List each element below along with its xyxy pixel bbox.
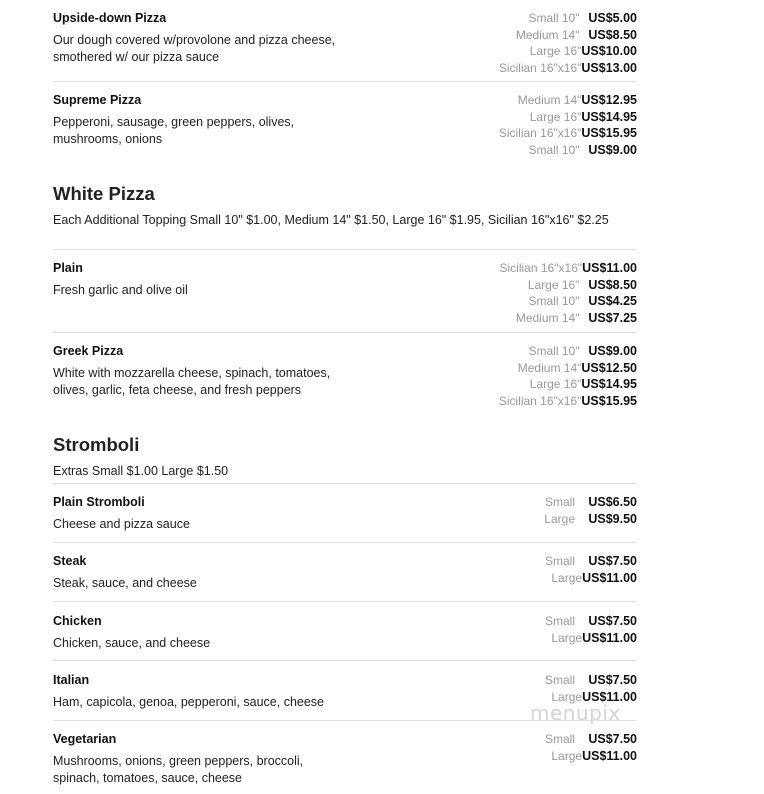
size-label: Large [544, 511, 575, 526]
size-label: Medium 14" [515, 27, 580, 42]
item-description: Pepperoni, sausage, green peppers, olives, mushrooms, onions [53, 115, 295, 146]
price-row [500, 293, 638, 310]
section-note: Extras Small $1.00 Large $1.50 [53, 464, 229, 478]
size-label: Small [544, 495, 575, 509]
menu-item [53, 543, 637, 602]
price-row [545, 748, 637, 765]
price-value: US$4.25 [588, 294, 637, 309]
menu-item [53, 484, 637, 543]
price-row [545, 613, 637, 630]
price-row [499, 60, 637, 77]
item-description: Ham, capicola, genoa, pepperoni, sauce, cheese [53, 695, 325, 709]
size-label: Large 16" [529, 109, 582, 124]
price-list [545, 613, 637, 646]
section-title-white-pizza: White Pizza [53, 183, 155, 204]
item-name: Italian [53, 673, 90, 687]
watermark-logo: menupix [530, 701, 621, 725]
price-value: US$13.00 [581, 61, 637, 76]
item-name: Greek Pizza [53, 344, 124, 358]
price-row [545, 630, 637, 647]
size-label: Sicilian 16"x16" [498, 394, 582, 409]
item-description: Steak, sauce, and cheese [53, 576, 197, 590]
price-row [500, 277, 638, 294]
item-description: White with mozzarella cheese, spinach, tomatoes, olives, garlic, feta cheese, and fresh peppers [53, 366, 331, 397]
size-label: Large [551, 748, 583, 763]
price-row [500, 260, 638, 277]
price-row [545, 672, 637, 689]
price-value: US$7.50 [588, 673, 637, 687]
size-label: Small 10" [528, 344, 580, 358]
price-value: US$7.50 [588, 614, 637, 628]
item-name: Supreme Pizza [53, 93, 142, 107]
menu-item [53, 721, 637, 793]
price-value: US$14.95 [581, 377, 637, 392]
size-label: Small 10" [528, 294, 580, 309]
menu-item [53, 0, 637, 82]
size-label: Small [544, 732, 575, 746]
item-description: Cheese and pizza sauce [53, 517, 190, 531]
size-label: Medium 14" [517, 93, 582, 107]
price-value: US$11.00 [582, 261, 637, 275]
price-row [499, 142, 637, 159]
size-label: Small 10" [528, 143, 580, 158]
section-note: Each Additional Topping Small 10" $1.00, Medium 14" $1.50, Large 16" $1.95, Sicilian 16"x16" $2.25 [53, 213, 609, 227]
size-label: Sicilian 16"x16" [499, 261, 583, 275]
price-list [500, 260, 638, 327]
item-description: Chicken, sauce, and cheese [53, 636, 211, 650]
size-label: Small [544, 614, 575, 628]
item-name: Steak [53, 554, 87, 568]
price-list [499, 343, 637, 410]
price-row [499, 10, 637, 27]
size-label: Medium 14" [517, 360, 582, 375]
item-name: Plain Stromboli [53, 495, 145, 509]
price-row [499, 109, 637, 126]
price-row [499, 27, 637, 44]
price-list [545, 553, 637, 586]
item-name: Vegetarian [53, 732, 117, 746]
price-value: US$9.00 [588, 344, 637, 358]
menu-item [53, 602, 637, 661]
price-value: US$12.95 [581, 93, 637, 107]
size-label: Large 16" [529, 44, 582, 59]
price-value: US$5.00 [588, 11, 637, 25]
size-label: Sicilian 16"x16" [498, 61, 582, 76]
item-name: Chicken [53, 614, 102, 628]
price-value: US$7.25 [588, 311, 637, 326]
size-label: Large 16" [527, 277, 580, 292]
size-label: Small [544, 554, 575, 568]
price-list [499, 10, 637, 77]
price-value: US$9.50 [588, 511, 637, 526]
price-row [499, 125, 637, 142]
price-value: US$15.95 [581, 126, 637, 141]
price-list [545, 731, 637, 764]
price-row [545, 570, 637, 587]
price-value: US$10.00 [581, 44, 637, 59]
price-value: US$14.95 [581, 109, 637, 124]
price-row [499, 393, 637, 410]
price-value: US$11.00 [582, 689, 637, 704]
price-row [500, 310, 638, 327]
price-value: US$12.50 [581, 360, 637, 375]
size-label: Medium 14" [515, 311, 580, 326]
item-name: Plain [53, 261, 83, 275]
price-value: US$11.00 [582, 630, 637, 645]
price-row [544, 511, 637, 528]
price-value: US$8.50 [588, 277, 637, 292]
price-value: US$8.50 [588, 27, 637, 42]
size-label: Sicilian 16"x16" [498, 126, 582, 141]
price-row [499, 92, 637, 109]
menu-item [53, 82, 637, 164]
size-label: Small 10" [528, 11, 580, 25]
price-value: US$11.00 [582, 570, 637, 585]
size-label: Small [544, 673, 575, 687]
item-description: Mushrooms, onions, green peppers, broccoli, spinach, tomatoes, sauce, cheese [53, 754, 304, 785]
size-label: Large 16" [529, 377, 582, 392]
price-list [544, 494, 637, 527]
price-row [499, 43, 637, 60]
price-list [499, 92, 637, 159]
price-value: US$7.50 [588, 554, 637, 568]
price-row [499, 360, 637, 377]
price-value: US$11.00 [582, 748, 637, 763]
price-value: US$6.50 [588, 495, 637, 509]
item-name: Upside-down Pizza [53, 11, 167, 25]
price-value: US$15.95 [581, 394, 637, 409]
price-row [545, 731, 637, 748]
price-value: US$9.00 [588, 143, 637, 158]
price-row [545, 553, 637, 570]
price-row [544, 494, 637, 511]
price-row [499, 376, 637, 393]
size-label: Large [551, 630, 583, 645]
size-label: Large [551, 570, 583, 585]
size-label: Large [551, 689, 583, 704]
price-value: US$7.50 [588, 732, 637, 746]
menu-item [53, 333, 637, 415]
price-row [499, 343, 637, 360]
item-description: Fresh garlic and olive oil [53, 283, 188, 297]
menu-item [53, 250, 637, 333]
section-title-stromboli: Stromboli [53, 434, 140, 455]
item-description: Our dough covered w/provolone and pizza cheese, smothered w/ our pizza sauce [53, 33, 336, 64]
